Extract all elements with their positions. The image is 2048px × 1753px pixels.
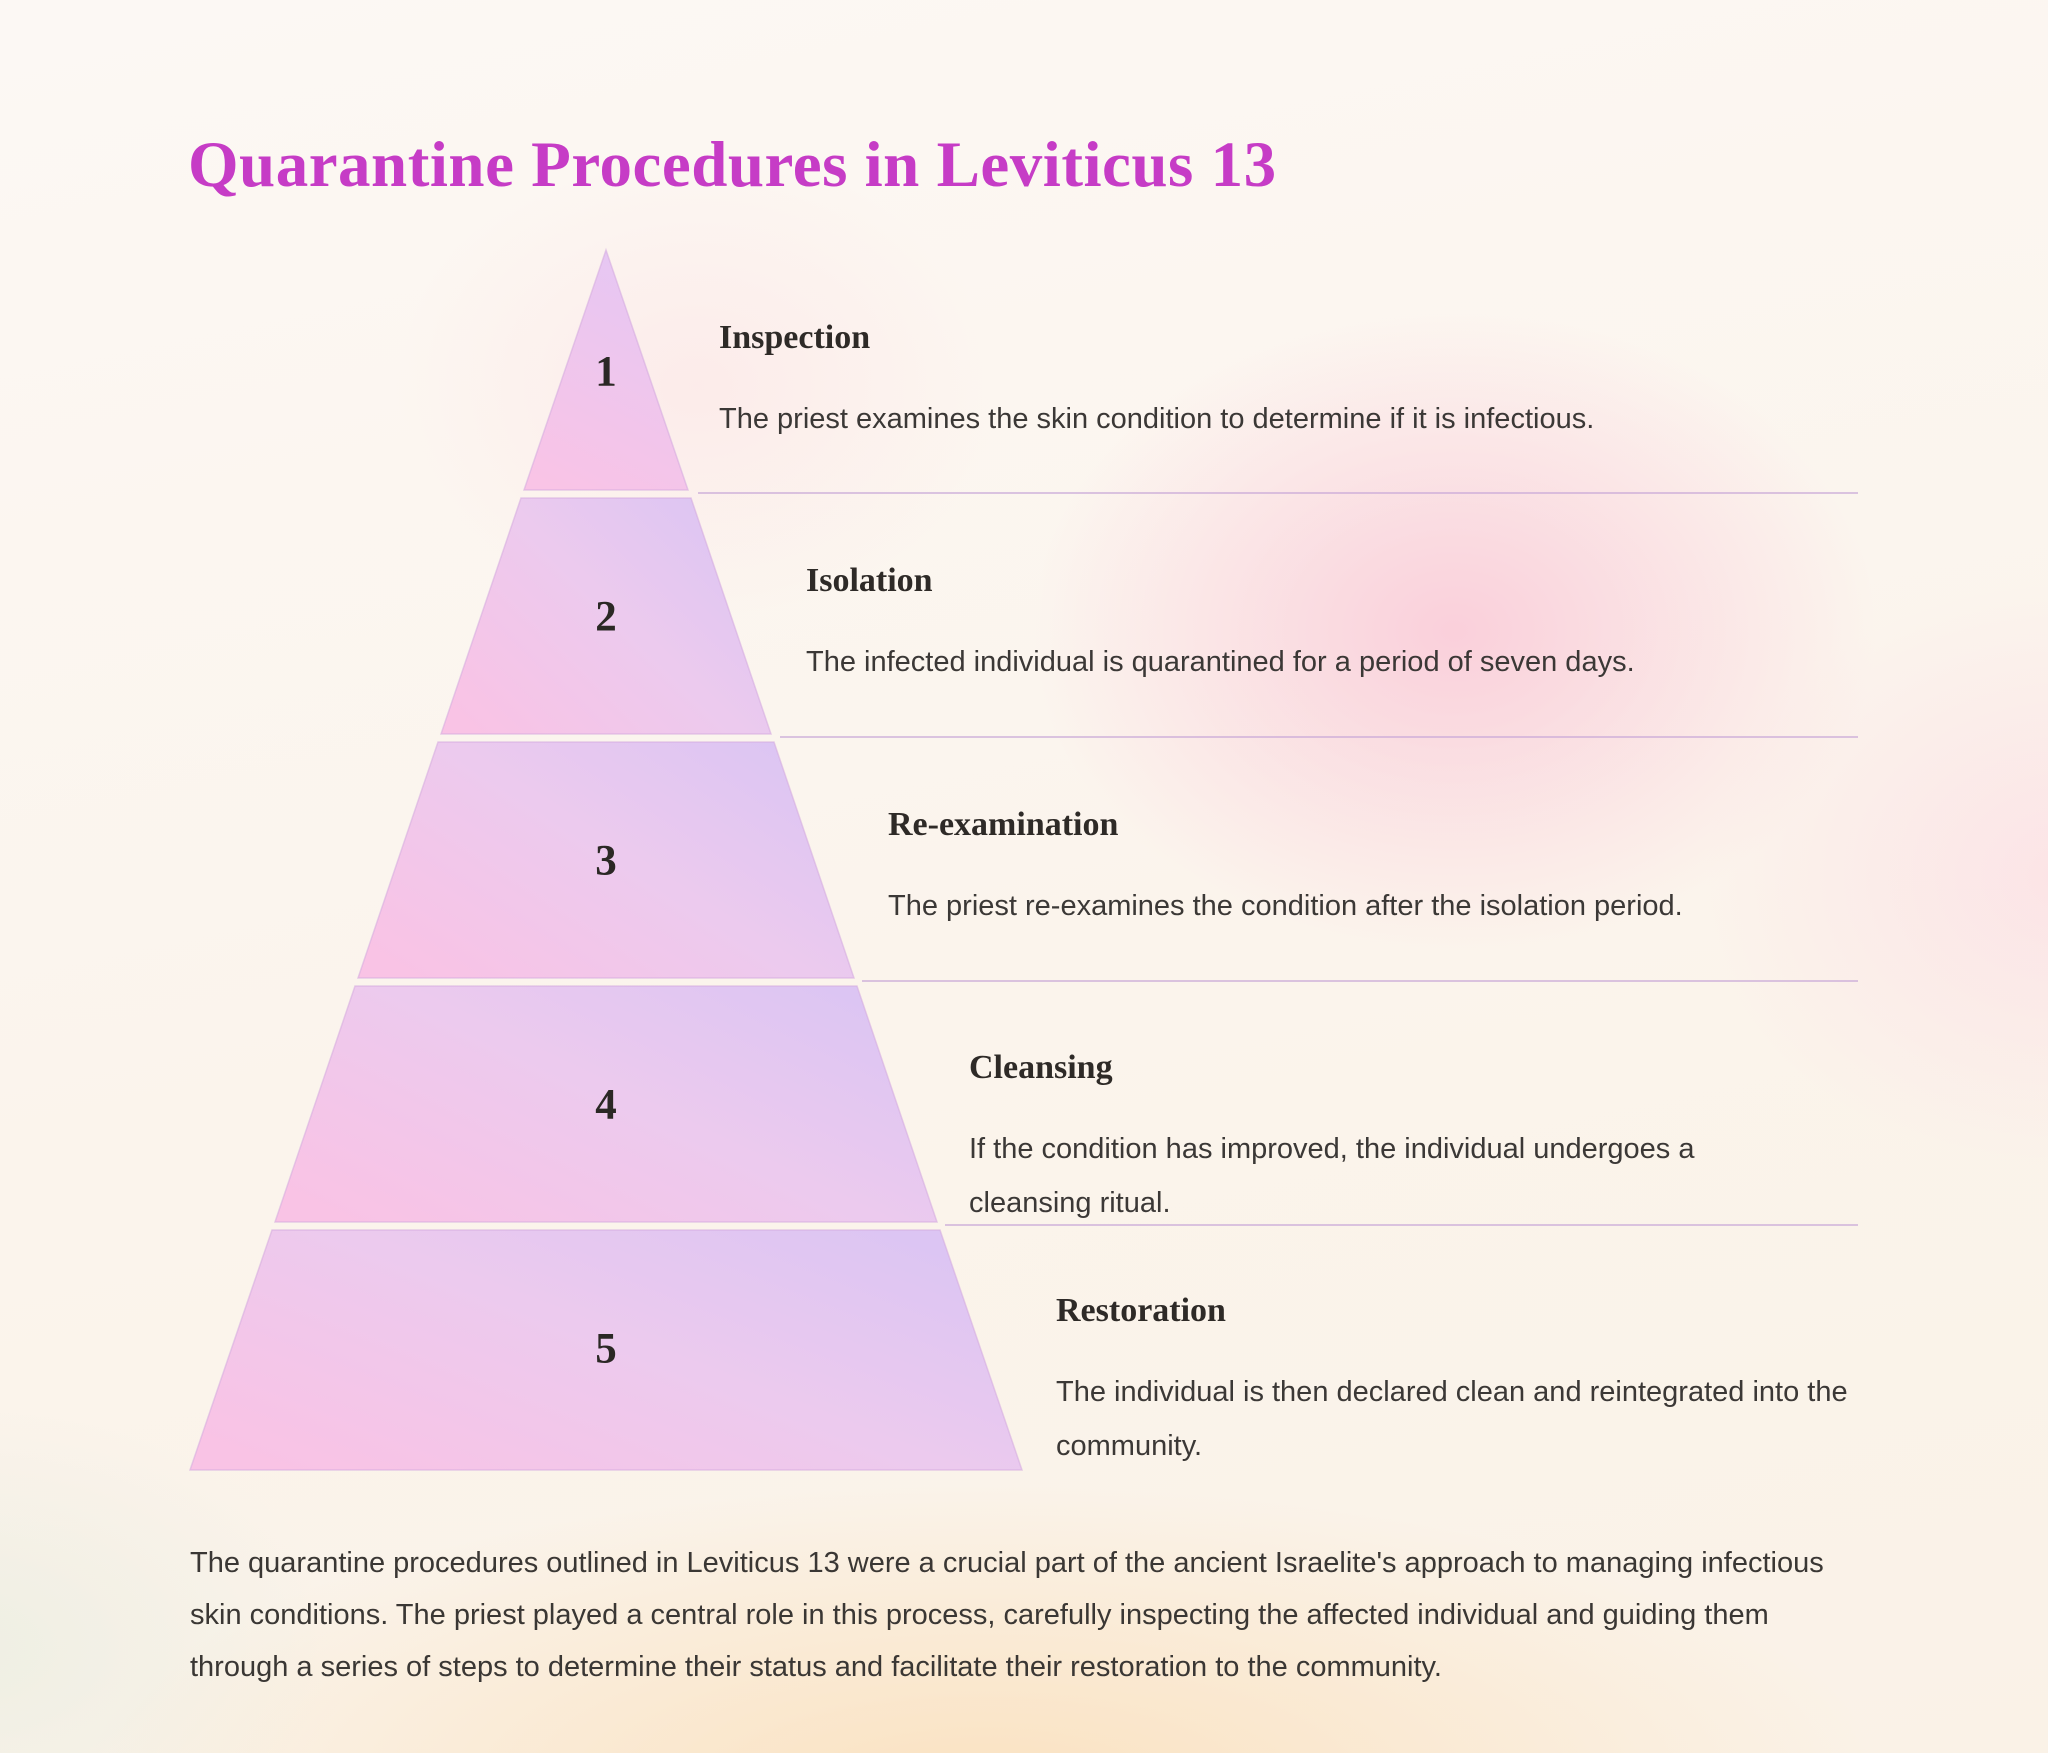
step-title: Cleansing [969,1049,1113,1086]
step-item-restoration [1056,1291,1856,1474]
step-description: The individual is then declared clean and reintegrated into the community. [1056,1375,1848,1463]
tier-number-1: 1 [595,348,617,396]
step-item-cleansing [969,1048,1749,1231]
tier-number-3: 3 [595,837,617,885]
tier-separator-line-3 [862,980,1858,982]
step-title: Isolation [806,562,933,599]
step-description: The priest examines the skin condition to determine if it is infectious. [719,402,1595,435]
step-item-re-examination [888,805,1683,933]
step-title: Re-examination [888,806,1119,843]
step-item-inspection [719,318,1594,446]
tier-separator-line-1 [698,492,1858,494]
step-title: Inspection [719,319,871,356]
step-description: If the condition has improved, the individual undergoes a cleansing ritual. [969,1132,1695,1220]
page-title: Quarantine Procedures in Leviticus 13 [188,128,1277,201]
step-title: Restoration [1056,1292,1226,1329]
tier-number-4: 4 [595,1081,617,1129]
footer-paragraph: The quarantine procedures outlined in Leviticus 13 were a crucial part of the ancient Israelite's approach to managing infectious skin conditions. The priest played a central role in this process, carefully inspecting the affected individual and guiding them through a series of steps to determine their status and facilitate their restoration to the community. [190,1547,1824,1684]
step-description: The infected individual is quarantined for a period of seven days. [806,645,1635,678]
step-item-isolation [806,561,1635,689]
tier-number-2: 2 [595,593,617,641]
tier-separator-line-2 [780,736,1858,738]
step-description: The priest re-examines the condition after the isolation period. [888,889,1683,922]
tier-number-5: 5 [595,1325,617,1373]
